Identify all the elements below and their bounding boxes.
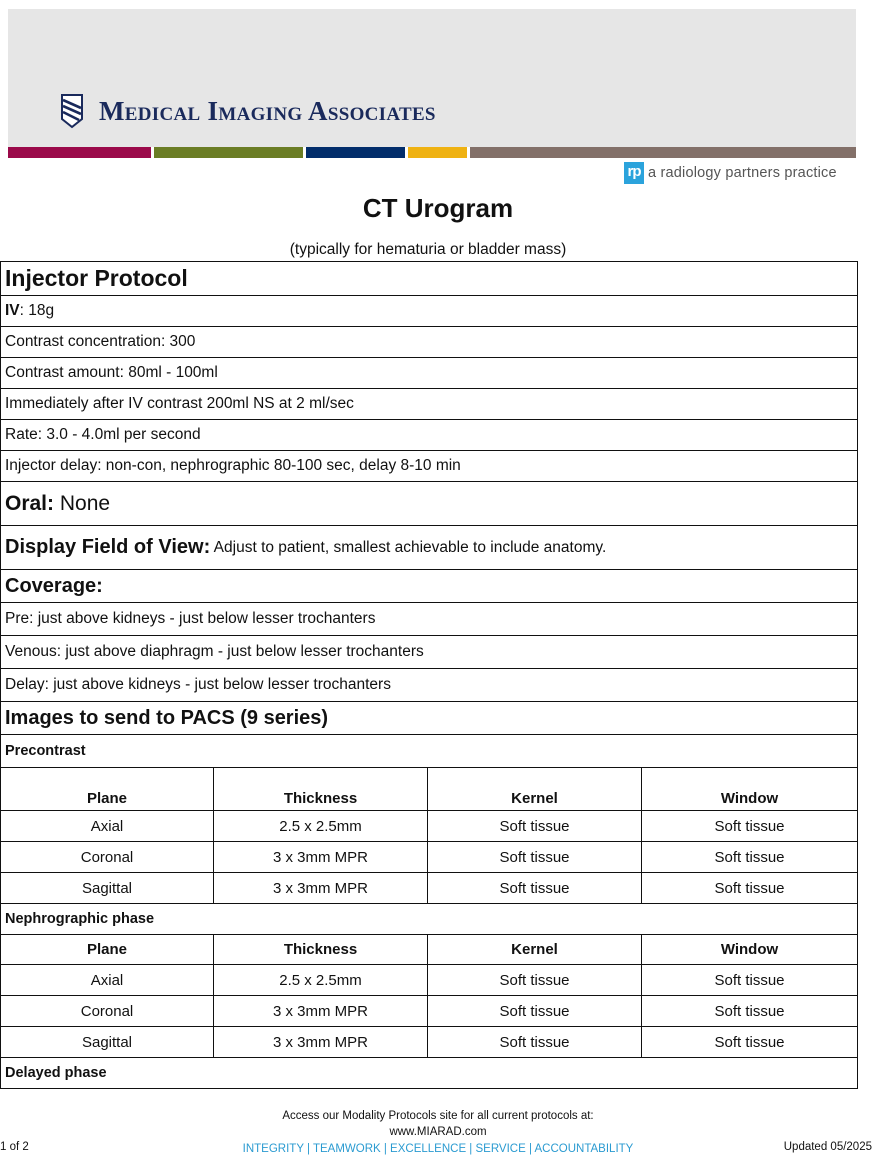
injector-delay-row: Injector delay: non-con, nephrographic 80-100 sec, delay 8-10 min — [1, 451, 857, 482]
footer-core-values: INTEGRITY | TEAMWORK | EXCELLENCE | SERVICE | ACCOUNTABILITY — [242, 1143, 634, 1155]
page-number: 1 of 2 — [0, 1141, 29, 1153]
oral-value: None — [54, 491, 111, 515]
brand-color-bars — [8, 147, 856, 158]
coverage-venous-row: Venous: just above diaphragm - just below lesser trochanters — [1, 636, 857, 669]
cell-plane: Axial — [1, 965, 214, 995]
page-title: CT Urogram — [362, 193, 514, 223]
color-bar-navy — [306, 147, 405, 158]
color-bar-green — [154, 147, 303, 158]
cell-plane: Coronal — [1, 996, 214, 1026]
cell-plane: Coronal — [1, 842, 214, 872]
col-kernel: Kernel — [428, 768, 642, 810]
protocol-table — [0, 261, 858, 1089]
cell-plane: Sagittal — [1, 1027, 214, 1057]
cell-kernel: Soft tissue — [428, 811, 642, 841]
brand-name: Medical Imaging Associates — [99, 95, 436, 126]
col-plane: Plane — [1, 935, 214, 964]
col-thickness: Thickness — [214, 768, 428, 810]
injector-heading: Injector Protocol — [1, 262, 857, 296]
iv-row — [1, 296, 857, 327]
cell-thickness: 2.5 x 2.5mm — [214, 965, 428, 995]
tagline: a radiology partners practice — [648, 165, 837, 181]
cell-plane: Sagittal — [1, 873, 214, 903]
cell-window: Soft tissue — [714, 1033, 785, 1051]
coverage-pre-row: Pre: just above kidneys - just below lesser trochanters — [1, 603, 857, 636]
dfov-label: Display Field of View: — [5, 536, 211, 558]
phase-delayed-label: Delayed phase — [5, 1065, 107, 1081]
rp-logo-icon: rp — [624, 162, 644, 184]
color-bar-taupe — [470, 147, 856, 158]
footer-access-text: Access our Modality Protocols site for all current protocols at: — [282, 1110, 594, 1122]
iv-label: IV — [5, 302, 20, 319]
table-row — [1, 1027, 857, 1058]
updated-date: Updated 05/2025 — [783, 1141, 872, 1153]
footer-url-link[interactable]: www.MIARAD.com — [389, 1126, 487, 1138]
col-window: Window — [720, 941, 779, 958]
col-kernel: Kernel — [428, 935, 642, 964]
table-row — [1, 811, 857, 842]
coverage-heading: Coverage: — [1, 570, 857, 603]
oral-row — [1, 482, 857, 526]
cell-kernel: Soft tissue — [428, 965, 642, 995]
cell-window: Soft tissue — [714, 817, 785, 835]
rate-row: Rate: 3.0 - 4.0ml per second — [1, 420, 857, 451]
cell-thickness: 3 x 3mm MPR — [214, 873, 428, 903]
cell-thickness: 2.5 x 2.5mm — [214, 811, 428, 841]
cell-kernel: Soft tissue — [428, 1027, 642, 1057]
saline-flush-row: Immediately after IV contrast 200ml NS at 2 ml/sec — [1, 389, 857, 420]
table-row — [1, 873, 857, 904]
col-thickness: Thickness — [214, 935, 428, 964]
pacs-heading: Images to send to PACS (9 series) — [1, 702, 857, 735]
color-bar-magenta — [8, 147, 151, 158]
col-plane: Plane — [1, 768, 214, 810]
coverage-delay-row: Delay: just above kidneys - just below lesser trochanters — [1, 669, 857, 702]
cell-kernel: Soft tissue — [428, 873, 642, 903]
cell-kernel: Soft tissue — [428, 842, 642, 872]
cell-window: Soft tissue — [714, 848, 785, 866]
cell-window: Soft tissue — [714, 1002, 785, 1020]
table-header-row — [1, 935, 857, 965]
page-subtitle: (typically for hematuria or bladder mass) — [289, 241, 567, 258]
shield-icon — [60, 93, 84, 129]
cell-kernel: Soft tissue — [428, 996, 642, 1026]
cell-plane: Axial — [1, 811, 214, 841]
table-row — [1, 842, 857, 873]
contrast-concentration-row: Contrast concentration: 300 — [1, 327, 857, 358]
cell-thickness: 3 x 3mm MPR — [214, 996, 428, 1026]
cell-thickness: 3 x 3mm MPR — [214, 842, 428, 872]
radiology-partners-tag — [624, 162, 837, 184]
dfov-value: Adjust to patient, smallest achievable to include anatomy. — [210, 538, 607, 556]
oral-label: Oral: — [5, 491, 55, 515]
contrast-amount-row: Contrast amount: 80ml - 100ml — [1, 358, 857, 389]
cell-window: Soft tissue — [714, 971, 785, 989]
table-header-row — [1, 768, 857, 811]
cell-window: Soft tissue — [714, 879, 785, 897]
table-row — [1, 965, 857, 996]
brand-logo — [60, 93, 436, 129]
color-bar-gold — [408, 147, 467, 158]
phase-nephrographic-label: Nephrographic phase — [1, 904, 857, 935]
cell-thickness: 3 x 3mm MPR — [214, 1027, 428, 1057]
phase-precontrast-label: Precontrast — [1, 735, 857, 768]
iv-value: : 18g — [19, 302, 55, 319]
table-row — [1, 996, 857, 1027]
col-window: Window — [720, 790, 779, 807]
dfov-row — [1, 526, 857, 570]
